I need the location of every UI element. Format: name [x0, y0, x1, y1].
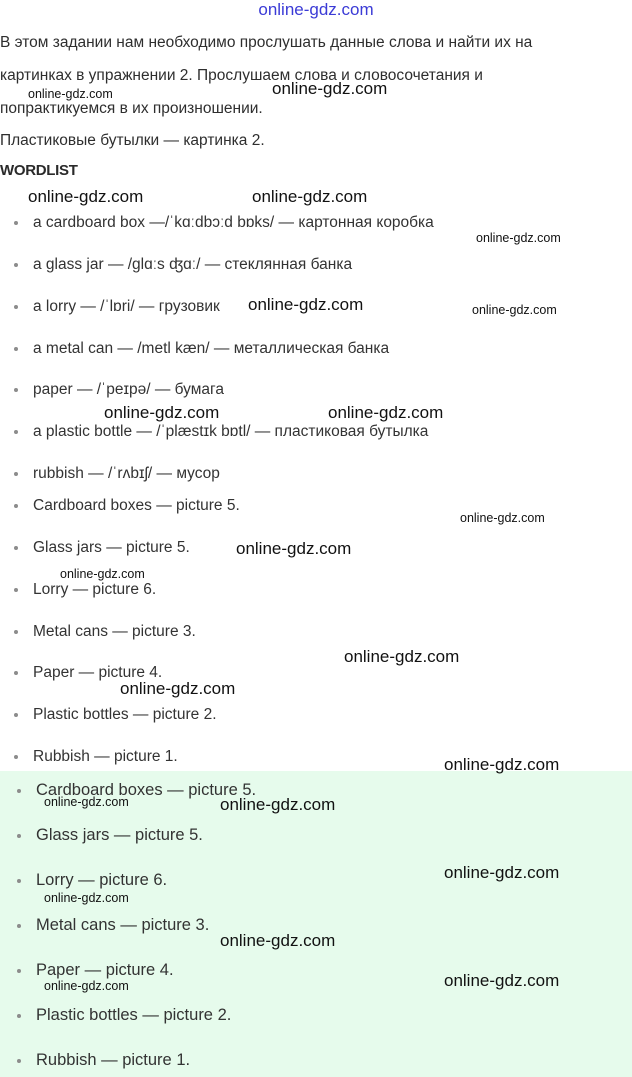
- bullet-icon: [17, 1014, 21, 1018]
- bullet-icon: [14, 472, 18, 476]
- answer-item: Metal cans — picture 3.: [17, 916, 209, 935]
- watermark: online-gdz.com: [60, 567, 145, 581]
- watermark: online-gdz.com: [444, 971, 560, 990]
- answer-item: Glass jars — picture 5.: [17, 826, 203, 845]
- watermark: online-gdz.com: [328, 403, 444, 422]
- bullet-icon: [17, 924, 21, 928]
- bullet-icon: [14, 347, 18, 351]
- watermark: online-gdz.com: [44, 979, 129, 993]
- bullet-icon: [14, 388, 18, 392]
- watermark: online-gdz.com: [44, 891, 129, 905]
- list-item: a glass jar — /glɑːs ʤɑː/ — стеклянная банка: [14, 256, 352, 274]
- bullet-icon: [17, 969, 21, 973]
- bullet-icon: [17, 1059, 21, 1063]
- list-item: Paper — picture 4.: [14, 664, 162, 682]
- watermark: online-gdz.com: [120, 679, 236, 698]
- list-item: a metal can — /metl kæn/ — металлическая банка: [14, 340, 389, 358]
- list-item: rubbish — /ˈrʌbɪʃ/ — мусор: [14, 465, 220, 483]
- watermark: online-gdz.com: [344, 647, 460, 666]
- watermark: online-gdz.com: [252, 187, 368, 206]
- bullet-icon: [14, 630, 18, 634]
- intro-line-3: попрактикуемся в их произношении.: [0, 100, 263, 117]
- bullet-icon: [14, 713, 18, 717]
- list-item: Plastic bottles — picture 2.: [14, 706, 217, 724]
- watermark: online-gdz.com: [460, 511, 545, 525]
- list-item: paper — /ˈpeɪpə/ — бумага: [14, 381, 224, 399]
- wordlist-heading: WORDLIST: [0, 162, 78, 179]
- watermark: online-gdz.com: [272, 79, 388, 98]
- bullet-icon: [17, 879, 21, 883]
- bullet-icon: [14, 588, 18, 592]
- bullet-icon: [14, 755, 18, 759]
- intro-line-1: В этом задании нам необходимо прослушать данные слова и найти их на: [0, 34, 533, 51]
- list-item: a lorry — /ˈlɒri/ — грузовик: [14, 298, 220, 316]
- watermark: online-gdz.com: [28, 187, 144, 206]
- watermark: online-gdz.com: [472, 303, 557, 317]
- list-item: Metal cans — picture 3.: [14, 623, 196, 641]
- bullet-icon: [14, 546, 18, 550]
- watermark: online-gdz.com: [476, 231, 561, 245]
- list-item: Rubbish — picture 1.: [14, 748, 178, 766]
- bullet-icon: [14, 305, 18, 309]
- list-item: a cardboard box —/ˈkɑːdbɔːd bɒks/ — картонная коробка: [14, 214, 434, 232]
- watermark: online-gdz.com: [248, 295, 364, 314]
- watermark: online-gdz.com: [104, 403, 220, 422]
- answer-item: Plastic bottles — picture 2.: [17, 1006, 231, 1025]
- watermark: online-gdz.com: [220, 931, 336, 950]
- watermark: online-gdz.com: [44, 795, 129, 809]
- list-item: Glass jars — picture 5.: [14, 539, 190, 557]
- answer-item: Rubbish — picture 1.: [17, 1051, 190, 1070]
- list-item: Lorry — picture 6.: [14, 581, 156, 599]
- list-item: a plastic bottle — /ˈplæstɪk bɒtl/ — пластиковая бутылка: [14, 423, 428, 441]
- bullet-icon: [17, 789, 21, 793]
- watermark: online-gdz.com: [28, 87, 113, 101]
- watermark: online-gdz.com: [444, 755, 560, 774]
- watermark: online-gdz.com: [236, 539, 352, 558]
- intro-line-2: картинках в упражнении 2. Прослушаем слова и словосочетания и: [0, 67, 483, 84]
- bullet-icon: [14, 430, 18, 434]
- bullet-icon: [14, 221, 18, 225]
- watermark: online-gdz.com: [444, 863, 560, 882]
- bullet-icon: [14, 263, 18, 267]
- site-watermark-top: online-gdz.com: [258, 0, 374, 19]
- bullet-icon: [14, 671, 18, 675]
- bullet-icon: [14, 504, 18, 508]
- answer-item: Lorry — picture 6.: [17, 871, 167, 890]
- intro-line-4: Пластиковые бутылки — картинка 2.: [0, 132, 265, 149]
- list-item: Cardboard boxes — picture 5.: [14, 497, 240, 515]
- bullet-icon: [17, 834, 21, 838]
- answer-item: Paper — picture 4.: [17, 961, 174, 980]
- answer-item: Cardboard boxes — picture 5.: [17, 781, 256, 800]
- watermark: online-gdz.com: [220, 795, 336, 814]
